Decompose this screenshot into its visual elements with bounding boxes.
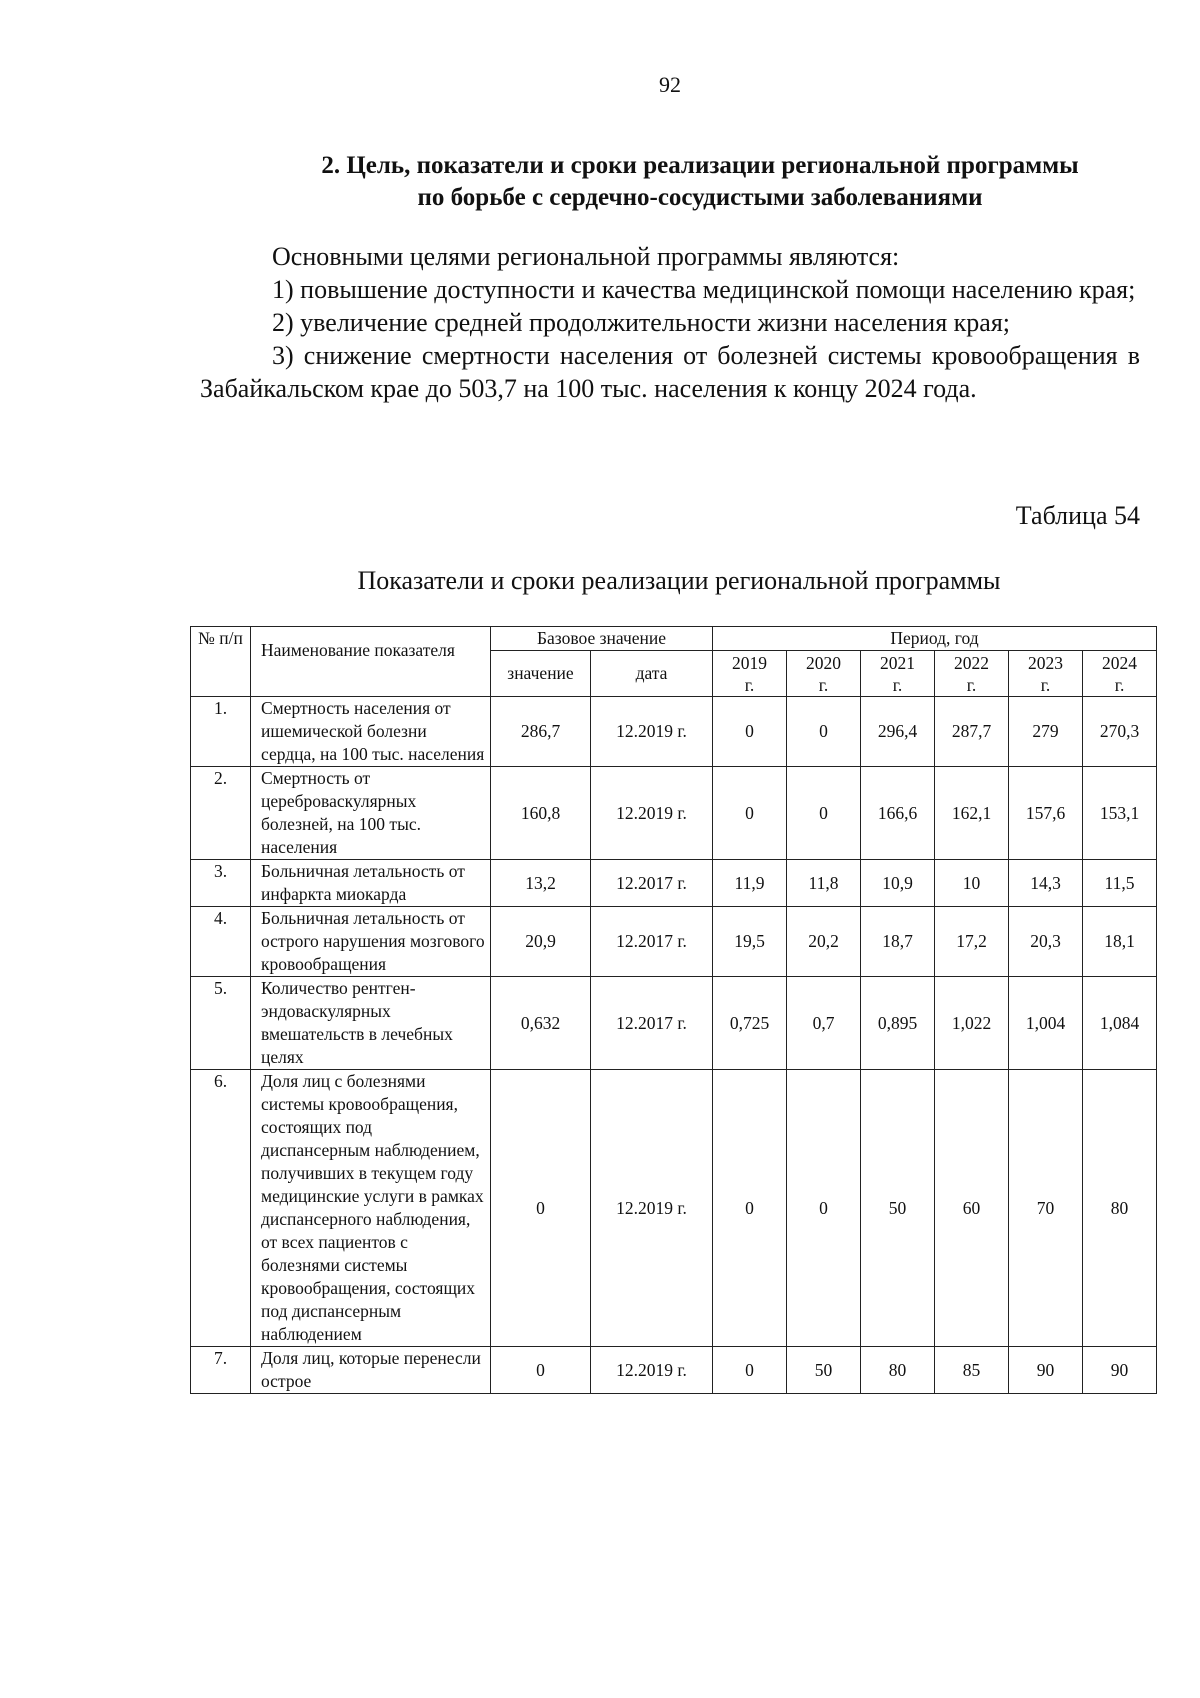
- row-2022: 10: [935, 860, 1009, 907]
- table-row: [191, 977, 1157, 1070]
- row-2020: 50: [787, 1347, 861, 1394]
- section-heading: [200, 150, 1200, 214]
- row-2020: 0: [787, 697, 861, 767]
- row-2021: 10,9: [861, 860, 935, 907]
- indicators-table: [190, 626, 1157, 1394]
- row-2024: 270,3: [1083, 697, 1157, 767]
- row-value: 0,632: [491, 977, 591, 1070]
- header-year-2021: 2021 г.: [861, 651, 935, 697]
- row-2019: 11,9: [713, 860, 787, 907]
- row-num: 1.: [191, 697, 251, 767]
- row-name: Количество рентген-эндоваскулярных вмешательств в лечебных целях: [251, 977, 491, 1070]
- row-2019: 0: [713, 1347, 787, 1394]
- table-row: [191, 1347, 1157, 1394]
- row-value: 0: [491, 1070, 591, 1347]
- row-2020: 0: [787, 1070, 861, 1347]
- row-value: 13,2: [491, 860, 591, 907]
- row-2023: 14,3: [1009, 860, 1083, 907]
- row-num: 3.: [191, 860, 251, 907]
- row-date: 12.2019 г.: [591, 697, 713, 767]
- header-name: Наименование показателя: [251, 627, 491, 697]
- table-row: [191, 697, 1157, 767]
- row-value: 0: [491, 1347, 591, 1394]
- row-2020: 11,8: [787, 860, 861, 907]
- row-num: 6.: [191, 1070, 251, 1347]
- intro-text: [200, 240, 1140, 405]
- header-base-date: дата: [591, 651, 713, 697]
- header-num: № п/п: [191, 627, 251, 697]
- row-2022: 1,022: [935, 977, 1009, 1070]
- row-2023: 90: [1009, 1347, 1083, 1394]
- row-2022: 60: [935, 1070, 1009, 1347]
- table-row: [191, 907, 1157, 977]
- row-2020: 0,7: [787, 977, 861, 1070]
- row-2024: 90: [1083, 1347, 1157, 1394]
- table-row: [191, 1070, 1157, 1347]
- row-date: 12.2019 г.: [591, 1070, 713, 1347]
- row-num: 7.: [191, 1347, 251, 1394]
- row-value: 160,8: [491, 767, 591, 860]
- row-2021: 50: [861, 1070, 935, 1347]
- row-2020: 20,2: [787, 907, 861, 977]
- row-2019: 0,725: [713, 977, 787, 1070]
- row-name: Больничная летальность от инфаркта миокарда: [251, 860, 491, 907]
- row-num: 2.: [191, 767, 251, 860]
- table-row: [191, 860, 1157, 907]
- row-date: 12.2017 г.: [591, 860, 713, 907]
- goal-2: 2) увеличение средней продолжительности жизни населения края;: [272, 308, 1011, 337]
- row-2024: 1,084: [1083, 977, 1157, 1070]
- row-num: 4.: [191, 907, 251, 977]
- row-2023: 157,6: [1009, 767, 1083, 860]
- header-year-2020: 2020 г.: [787, 651, 861, 697]
- row-name: Смертность от цереброваскулярных болезней, на 100 тыс. населения: [251, 767, 491, 860]
- row-2024: 80: [1083, 1070, 1157, 1347]
- row-value: 20,9: [491, 907, 591, 977]
- intro-lead: Основными целями региональной программы являются:: [272, 242, 900, 271]
- row-name: Доля лиц, которые перенесли острое: [251, 1347, 491, 1394]
- section-heading-line1: 2. Цель, показатели и сроки реализации региональной программы: [321, 152, 1079, 179]
- row-name: Доля лиц с болезнями системы кровообращения, состоящих под диспансерным наблюдением, получивших в текущем году медицинские услуги в рамках диспансерного наблюдения, от всех пациентов с болезнями системы кровообращения, состоящих под диспансерным наблюдением: [251, 1070, 491, 1347]
- row-2021: 80: [861, 1347, 935, 1394]
- goal-1: 1) повышение доступности и качества медицинской помощи населению края;: [272, 275, 1136, 304]
- row-2019: 0: [713, 697, 787, 767]
- section-heading-line2: по борьбе с сердечно-сосудистыми заболеваниями: [417, 184, 983, 211]
- row-date: 12.2019 г.: [591, 1347, 713, 1394]
- row-2022: 162,1: [935, 767, 1009, 860]
- row-num: 5.: [191, 977, 251, 1070]
- row-2021: 166,6: [861, 767, 935, 860]
- header-year-2022: 2022 г.: [935, 651, 1009, 697]
- row-date: 12.2019 г.: [591, 767, 713, 860]
- row-2023: 20,3: [1009, 907, 1083, 977]
- page-number: 92: [659, 72, 681, 97]
- row-name: Больничная летальность от острого нарушения мозгового кровообращения: [251, 907, 491, 977]
- row-2024: 18,1: [1083, 907, 1157, 977]
- header-year-2024: 2024 г.: [1083, 651, 1157, 697]
- row-2023: 279: [1009, 697, 1083, 767]
- row-date: 12.2017 г.: [591, 977, 713, 1070]
- row-2021: 18,7: [861, 907, 935, 977]
- row-2019: 0: [713, 767, 787, 860]
- row-2024: 153,1: [1083, 767, 1157, 860]
- row-2022: 287,7: [935, 697, 1009, 767]
- row-2020: 0: [787, 767, 861, 860]
- header-base-group: Базовое значение: [491, 627, 713, 651]
- row-2022: 17,2: [935, 907, 1009, 977]
- row-2022: 85: [935, 1347, 1009, 1394]
- table-row: [191, 767, 1157, 860]
- row-date: 12.2017 г.: [591, 907, 713, 977]
- row-2023: 1,004: [1009, 977, 1083, 1070]
- header-year-2023: 2023 г.: [1009, 651, 1083, 697]
- row-2021: 0,895: [861, 977, 935, 1070]
- goal-3: 3) снижение смертности населения от болезней системы кровообращения в Забайкальском крае до 503,7 на 100 тыс. населения к концу 2024 года.: [200, 341, 1140, 403]
- header-period-group: Период, год: [713, 627, 1157, 651]
- header-year-2019: 2019 г.: [713, 651, 787, 697]
- row-name: Смертность населения от ишемической болезни сердца, на 100 тыс. населения: [251, 697, 491, 767]
- row-2019: 19,5: [713, 907, 787, 977]
- row-2023: 70: [1009, 1070, 1083, 1347]
- row-value: 286,7: [491, 697, 591, 767]
- row-2019: 0: [713, 1070, 787, 1347]
- table-title: Показатели и сроки реализации региональной программы: [357, 566, 1001, 595]
- row-2024: 11,5: [1083, 860, 1157, 907]
- row-2021: 296,4: [861, 697, 935, 767]
- header-base-value: значение: [491, 651, 591, 697]
- table-label: Таблица 54: [1015, 501, 1140, 530]
